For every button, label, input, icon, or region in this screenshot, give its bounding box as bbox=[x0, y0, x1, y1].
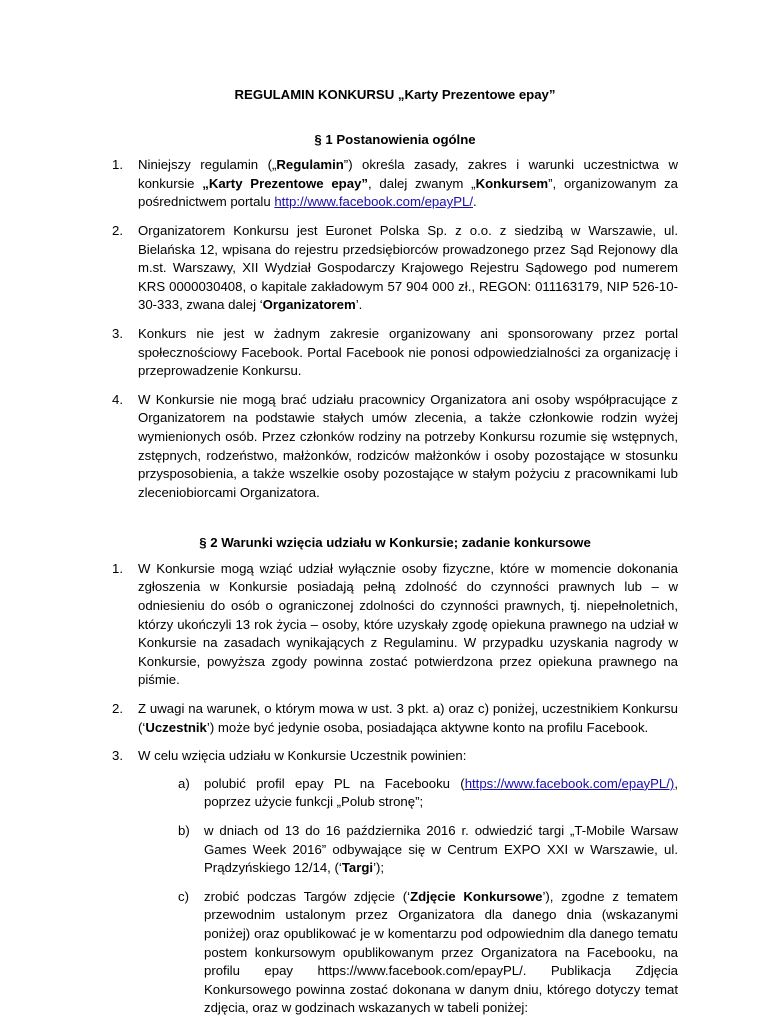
section-2-list bbox=[112, 560, 678, 1018]
section-2-point-1 bbox=[112, 560, 678, 690]
term-zdjecie-konkursowe: Zdjęcie Konkursowe bbox=[410, 888, 543, 904]
point-text: ”, organizowanym za pośrednictwem portalu bbox=[138, 175, 679, 210]
term-uczestnik: Uczestnik bbox=[145, 719, 207, 735]
section-2-heading: § 2 Warunki wzięcia udziału w Konkursie; zadanie konkursowe bbox=[199, 535, 591, 551]
facebook-link[interactable]: http://www.facebook.com/epayPL/ bbox=[274, 194, 473, 210]
point-number: 3. bbox=[112, 748, 123, 764]
point-text: , dalej zwanym „ bbox=[368, 175, 476, 191]
section-1-point-1 bbox=[112, 156, 678, 212]
point-number: 1. bbox=[112, 560, 123, 576]
section-2-point-3 bbox=[112, 747, 678, 1018]
subpoint-c bbox=[164, 888, 678, 1018]
point-text: W Konkursie nie mogą brać udziału pracownicy Organizatora ani osoby współpracujące z Organizatorem na podstawie stałych umów zlecenia, a także członkowie rodzin wyżej wymienionych osób. Przez członków rodziny na potrzeby Konkursu rozumie się wstępnych, zstępnych, rodzeństwo, małżonków, rodziców małżonków i osoby pozostające w stosunku przysposobienia, a także wszelkie osoby pozostające w stałym pożyciu z pracownikami lub zleceniobiorcami Organizatora. bbox=[138, 391, 678, 500]
subpoint-text: , poprzez użycie funkcji „Polub stronę”; bbox=[204, 775, 678, 810]
section-1-point-2 bbox=[112, 222, 678, 315]
point-text: . bbox=[473, 194, 477, 210]
section-1-list bbox=[112, 156, 678, 502]
point-text: W celu wzięcia udziału w Konkursie Uczestnik powinien: bbox=[138, 748, 467, 764]
point-number: 3. bbox=[112, 325, 123, 341]
point-text: W Konkursie mogą wziąć udział wyłącznie osoby fizyczne, które w momencie dokonania zgłoszenia w Konkursie posiadają pełną zdolność do czynności prawnych lub – w odniesieniu do osób o ograniczonej zdolności do czynności prawnych, tj. niepełnoletnich, którzy ukończyli 13 rok życia – osoby, które uzyskały zgodę opiekuna prawnego na udział w Konkursie na zasadach wynikających z Regulaminu. W przypadku uzyskania nagrody w Konkursie, powyższa zgody powinna zostać potwierdzona przez opiekuna prawnego na piśmie. bbox=[138, 560, 678, 688]
point-number: 1. bbox=[112, 157, 123, 173]
subpoint-text: ’); bbox=[373, 860, 385, 876]
point-text: Z uwagi na warunek, o którym mowa w ust. 3 pkt. a) oraz c) poniżej, uczestnikiem Konkursu (‘ bbox=[138, 701, 678, 735]
point-text: ’. bbox=[355, 297, 363, 313]
point-text: Organizatorem Konkursu jest Euronet Polska Sp. z o.o. z siedzibą w Warszawie, ul. Bielańska 12, wpisana do rejestru przedsiębiorców prowadzonego przez Sąd Rejonowy dla m.st. Warszawy, XII Wydział Gospodarczy Krajowego Rejestru Sądowego pod numerem KRS 0000030408, o kapitale zakładowym 57 904 000 zł., REGON: 011163179, NIP 526-10-30-333, zwana dalej ‘ bbox=[138, 222, 678, 313]
term-targi: Targi bbox=[341, 860, 374, 876]
subpoint-text: polubić profil epay PL na Facebooku ( bbox=[204, 775, 465, 791]
subpoint-text: zrobić podczas Targów zdjęcie (‘ bbox=[204, 888, 411, 904]
point-number: 2. bbox=[112, 701, 123, 717]
subpoint-a bbox=[164, 775, 678, 812]
facebook-profile-link[interactable]: https://www.facebook.com/epayPL/) bbox=[464, 775, 675, 791]
subpoint-letter: b) bbox=[178, 823, 190, 838]
term-regulamin: Regulamin bbox=[276, 157, 344, 173]
point-text: ’) może być jedynie osoba, posiadająca aktywne konto na profilu Facebook. bbox=[206, 719, 649, 735]
point-number: 4. bbox=[112, 391, 123, 407]
term-konkurs: Konkursem bbox=[475, 175, 549, 191]
section-2-subpoints bbox=[138, 775, 678, 1018]
point-text: Konkurs nie jest w żadnym zakresie organizowany ani sponsorowany przez portal społecznościowy Facebook. Portal Facebook nie ponosi odpowiedzialności za organizację i przeprowadzenie Konkursu. bbox=[138, 325, 678, 379]
point-text: ”) określa zasady, zakres i warunki uczestnictwa w konkursie bbox=[138, 157, 678, 191]
contest-name: „Karty Prezentowe epay” bbox=[202, 175, 368, 191]
term-organizator: Organizatorem bbox=[262, 297, 356, 313]
section-2-point-2 bbox=[112, 700, 678, 737]
document-title: REGULAMIN KONKURSU „Karty Prezentowe epay” bbox=[234, 87, 556, 102]
subpoint-text: w dniach od 13 do 16 października 2016 r. odwiedzić targi „T-Mobile Warsaw Games Week 2016” odbywające się w Centrum EXPO XXI w Warszawie, ul. Prądzyńskiego 12/14, (‘ bbox=[204, 823, 678, 876]
section-1-heading: § 1 Postanowienia ogólne bbox=[314, 131, 476, 147]
subpoint-letter: c) bbox=[178, 888, 189, 904]
subpoint-letter: a) bbox=[178, 775, 190, 791]
point-text: Niniejszy regulamin („ bbox=[138, 157, 277, 173]
subpoint-text: ’), zgodne z tematem przewodnim ustalonym przez Organizatora dla danego dnia (wskazanymi poniżej) oraz opublikować je w komentarzu pod odpowiednim dla danego tematu postem konkursowym opublikowanym przez Organizatora na Facebooku, na profilu epay https://www.facebook.com/epayPL/. Publikacja Zdjęcia Konkursowego powinna zostać dokonana w danym dniu, którego dotyczy temat zdjęcia, oraz w godzinach wskazanych w tabeli poniżej: bbox=[204, 888, 678, 1016]
point-number: 2. bbox=[112, 222, 123, 238]
section-spacer bbox=[112, 512, 678, 534]
subpoint-b bbox=[164, 822, 678, 878]
section-1-point-3 bbox=[112, 325, 678, 381]
section-1-point-4 bbox=[112, 391, 678, 503]
